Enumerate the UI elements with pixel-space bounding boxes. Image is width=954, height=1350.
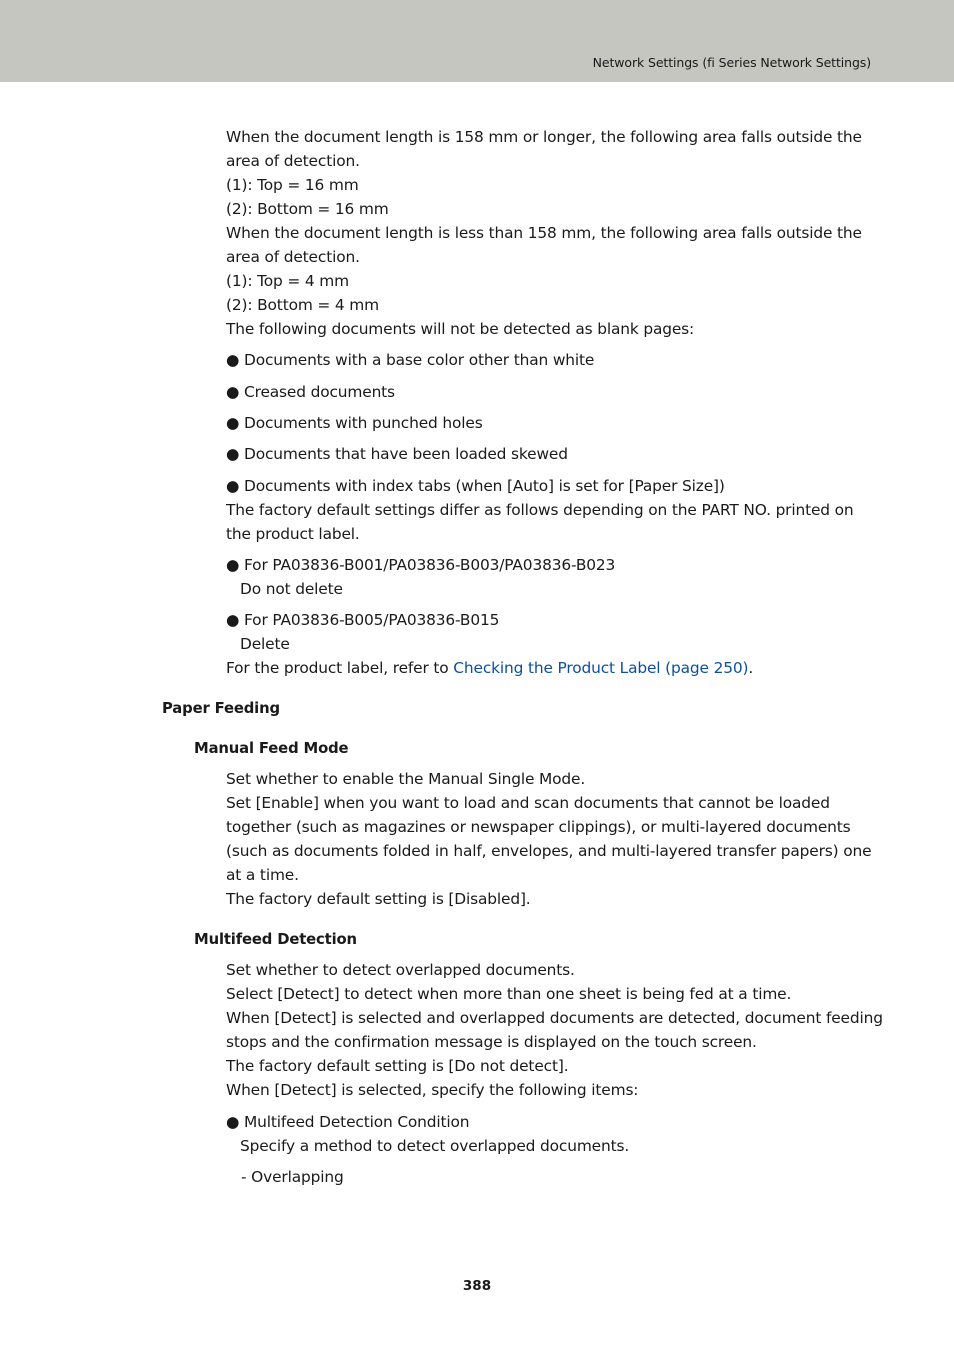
part-no-bullet: ● For PA03836-B001/PA03836-B003/PA03836-B023 (226, 556, 616, 574)
multifeed-detection-heading: Multifeed Detection (194, 931, 357, 948)
refer-prefix: For the product label, refer to (226, 659, 454, 677)
bottom-4mm-text: (2): Bottom = 4 mm (226, 296, 379, 314)
manual-feed-mode-heading: Manual Feed Mode (194, 740, 349, 757)
multifeed-condition-desc: Specify a method to detect overlapped documents. (240, 1137, 630, 1155)
multifeed-condition-bullet: ● Multifeed Detection Condition (226, 1113, 470, 1131)
manual-feed-text: together (such as magazines or newspaper clippings), or multi-layered documents (226, 818, 851, 836)
page-number: 388 (462, 1278, 492, 1294)
manual-feed-text: at a time. (226, 866, 299, 884)
area-detection-158-long-text: When the document length is 158 mm or longer, the following area falls outside the (226, 128, 862, 146)
manual-feed-default-text: The factory default setting is [Disabled]. (226, 890, 531, 908)
manual-feed-text: Set whether to enable the Manual Single Mode. (226, 770, 586, 788)
multifeed-text: stops and the confirmation message is displayed on the touch screen. (226, 1033, 757, 1051)
part-no-bullet: ● For PA03836-B005/PA03836-B015 (226, 611, 500, 629)
area-detection-158-short-text-cont: area of detection. (226, 248, 360, 266)
factory-default-text-cont: the product label. (226, 525, 360, 543)
top-4mm-text: (1): Top = 4 mm (226, 272, 349, 290)
list-item: ● Creased documents (226, 383, 395, 401)
not-detected-intro: The following documents will not be detected as blank pages: (226, 320, 695, 338)
area-detection-158-short-text: When the document length is less than 158 mm, the following area falls outside the (226, 224, 862, 242)
manual-feed-text: Set [Enable] when you want to load and scan documents that cannot be loaded (226, 794, 830, 812)
refer-suffix: . (748, 659, 754, 677)
list-item: ● Documents with a base color other than white (226, 351, 595, 369)
area-detection-158-long-text-cont: area of detection. (226, 152, 360, 170)
product-label-reference (226, 658, 753, 678)
list-item: ● Documents with index tabs (when [Auto] is set for [Paper Size]) (226, 477, 725, 495)
factory-default-text: The factory default settings differ as follows depending on the PART NO. printed on (226, 501, 854, 519)
list-item: ● Documents that have been loaded skewed (226, 445, 568, 463)
multifeed-text: When [Detect] is selected and overlapped documents are detected, document feeding (226, 1009, 883, 1027)
bottom-16mm-text: (2): Bottom = 16 mm (226, 200, 389, 218)
multifeed-text: When [Detect] is selected, specify the following items: (226, 1081, 639, 1099)
header-title: Network Settings (fi Series Network Settings) (592, 55, 871, 70)
manual-feed-text: (such as documents folded in half, envelopes, and multi-layered transfer papers) one (226, 842, 872, 860)
paper-feeding-heading: Paper Feeding (162, 700, 280, 717)
multifeed-text: Select [Detect] to detect when more than one sheet is being fed at a time. (226, 985, 792, 1003)
product-label-link[interactable]: Checking the Product Label (page 250) (453, 659, 749, 677)
top-16mm-text: (1): Top = 16 mm (226, 176, 359, 194)
multifeed-text: Set whether to detect overlapped documents. (226, 961, 575, 979)
list-item: ● Documents with punched holes (226, 414, 483, 432)
part-no-value: Do not delete (240, 580, 343, 598)
part-no-value: Delete (240, 635, 290, 653)
multifeed-default-text: The factory default setting is [Do not detect]. (226, 1057, 569, 1075)
overlapping-sub-item: - Overlapping (241, 1168, 344, 1186)
page-header (0, 0, 954, 82)
